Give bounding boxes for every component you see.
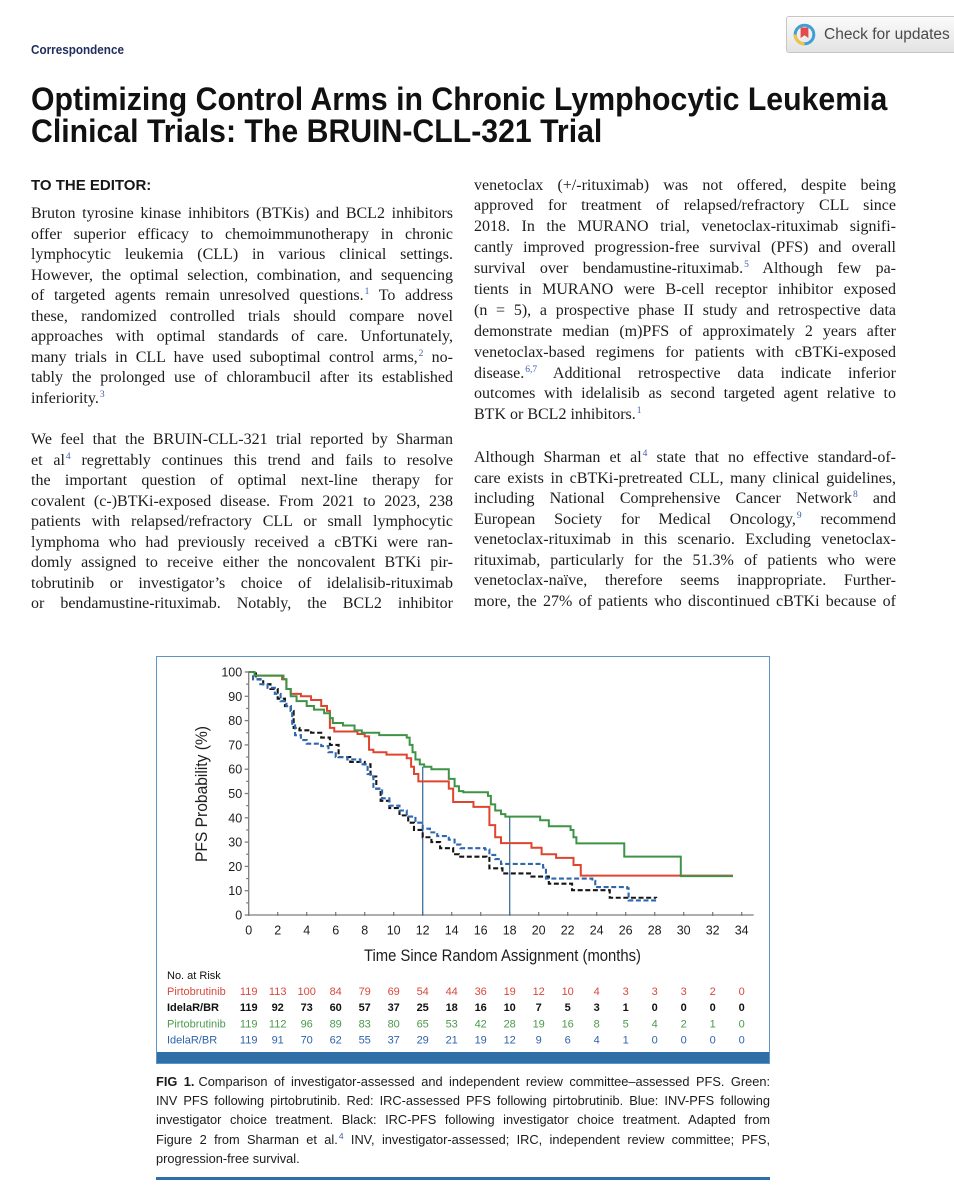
y-tick-label: 0 [234,908,242,922]
x-tick-label: 20 [531,923,546,937]
text-line: venetoclax (+/-rituximab) was not offered, despite being [474,176,896,194]
risk-count: 65 [416,1017,429,1030]
risk-count: 53 [445,1017,458,1030]
risk-count: 0 [738,1034,745,1047]
text-line: progression-free survival. [156,1150,300,1166]
text-line: disease.$^{6,7}$ Additional retrospective data indicate inferior [474,364,896,382]
x-tick-label: 10 [386,923,401,937]
risk-count: 0 [709,1001,716,1014]
text-line: outcomes with idelalisib as second targeted agent relative to [474,385,896,403]
text-line: lymphocytic leukemia (CLL) in various clinical settings. [31,246,453,263]
risk-count: 2 [709,985,716,998]
risk-row-label: Pirtobrutinib [166,985,226,998]
text-line: more, the 27% of patients who discontinued cBTKi because of [474,592,896,610]
risk-count: 21 [445,1034,458,1047]
risk-count: 42 [474,1017,487,1030]
km-curve-irc-pfs-pirtobrutinib [248,672,732,876]
km-chart [156,656,770,1064]
risk-count: 119 [239,1017,257,1030]
risk-count: 0 [651,1034,658,1047]
text-line: patients with relapsed/refractory CLL or small lymphocytic [31,513,453,530]
y-tick-label: 100 [220,665,242,679]
risk-row-label: Pirtobrutinib [166,1017,226,1030]
risk-count: 96 [300,1017,313,1030]
text-line: Although Sharman et al$^4$ state that no effective standard-of- [474,449,896,466]
check-for-updates-label: Check for updates [824,26,950,43]
risk-count: 54 [416,985,429,998]
text-line: tably the prolonged use of chlorambucil after its established [31,369,453,386]
risk-count: 12 [503,1034,516,1047]
text-line: the important question of optimal next-line therapy for [31,472,453,489]
risk-count: 113 [268,985,286,998]
risk-count: 5 [622,1017,629,1030]
body-paragraph [474,448,896,612]
caption-rule [156,1177,770,1180]
x-tick-label: 24 [589,923,604,937]
risk-count: 3 [651,985,658,998]
citation-link[interactable]: 4 [65,451,71,462]
text-line: approaches with optimal standards of care. Unfortunately, [31,328,453,345]
risk-row [167,986,745,998]
text-line: investigator choice treatment. Black: IRC-PFS following investigator choice treatment. Adapted from [156,1112,770,1128]
risk-count: 0 [651,1001,658,1014]
risk-count: 0 [680,1001,687,1014]
risk-count: 16 [561,1017,574,1030]
text-line: approved for treatment of relapsed/refractory CLL since [474,197,896,215]
risk-row [167,1034,745,1046]
risk-count: 12 [532,985,545,998]
risk-count: 6 [564,1034,571,1047]
citation-link[interactable]: 3 [99,389,105,400]
risk-count: 80 [387,1017,400,1030]
y-tick-label: 50 [227,786,242,801]
text-line: these, randomized controlled trials should compare novel [31,307,453,325]
text-line: of targeted agents remain unresolved questions.$^1$ To address [31,287,453,304]
y-axis-title: PFS Probability (%) [192,717,211,862]
risk-count: 73 [300,1001,313,1014]
text-line: (n = 5), a prospective phase II study and retrospective data [474,301,896,319]
risk-count: 3 [593,1001,600,1014]
risk-count: 10 [561,985,574,998]
text-line: FIG 1. Comparison of investigator-assessed and independent review committee–assessed PFS. Green: [156,1074,770,1089]
citation-link[interactable]: 6,7 [525,364,538,375]
x-tick-label: 30 [676,923,691,937]
citation-link[interactable]: 8 [852,490,858,500]
y-tick-label: 90 [227,689,242,704]
risk-count: 5 [564,1001,571,1014]
text-line: venetoclax-rituximab in this scenario. Excluding venetoclax- [474,531,896,548]
risk-row [167,1002,745,1014]
text-line: rituximab, particularly for the 51.3% of patients who were [474,551,896,569]
x-tick-label: 32 [705,923,720,937]
x-tick-label: 6 [331,923,339,937]
article-title-line: Optimizing Control Arms in Chronic Lymphocytic Leukemia [31,81,888,117]
risk-count: 0 [738,1017,745,1030]
citation-link[interactable]: 4 [338,1130,344,1141]
risk-count: 25 [416,1001,429,1014]
risk-count: 37 [387,1001,400,1014]
risk-count: 119 [239,1034,257,1047]
text-line: venetoclax-naïve, therefore seems inappropriate. Further- [474,572,896,589]
risk-count: 112 [268,1017,286,1030]
risk-count: 10 [503,1001,516,1014]
x-tick-label: 0 [244,923,252,937]
risk-count: 119 [239,1001,258,1014]
text-line: many trials in CLL have used suboptimal control arms,$^2$ no- [31,348,453,366]
risk-count: 0 [709,1034,716,1047]
risk-count: 92 [271,1001,284,1014]
risk-count: 36 [474,985,487,998]
text-line: survival over bendamustine-rituximab.$^5$ Although few pa- [474,260,896,278]
x-tick-label: 26 [618,923,633,937]
x-tick-label: 4 [302,923,310,937]
text-line: European Society for Medical Oncology,$^9$ recommend [474,510,897,528]
text-line: including National Comprehensive Cancer Network$^8$ and [474,490,896,507]
y-tick-label: 80 [227,713,242,728]
risk-count: 8 [593,1017,600,1030]
risk-count: 57 [358,1001,371,1014]
risk-count: 3 [622,985,629,998]
text-line: cantly improved progression-free survival (PFS) and overall [474,239,896,257]
section-label: Correspondence [31,42,124,57]
text-line: offer superior efficacy to chemoimmunotherapy in chronic [31,225,453,243]
risk-count: 9 [535,1034,542,1047]
risk-count: 84 [329,985,342,998]
risk-count: 4 [593,1034,600,1047]
text-line: However, the optimal selection, combination, and sequencing [31,266,453,284]
y-tick-label: 10 [227,883,242,898]
risk-count: 2 [680,1017,687,1030]
text-column-left [31,0,453,640]
citation-link[interactable]: 4 [642,449,648,459]
article-title-line: Clinical Trials: The BRUIN-CLL-321 Trial [31,113,603,149]
text-line: or bendamustine-rituximab. Notably, the BCL2 inhibitor [31,595,453,612]
body-paragraph [474,176,896,427]
y-tick-label: 70 [227,737,242,752]
risk-row [167,1018,745,1030]
body-paragraph [31,204,453,409]
risk-count: 28 [503,1017,516,1030]
x-tick-label: 16 [473,923,488,937]
text-line: et al$^4$ regrettably continues this trend and fails to resolve [31,451,454,469]
risk-count: 4 [651,1017,658,1030]
risk-count: 19 [503,985,516,998]
risk-count: 18 [445,1001,458,1014]
text-line: domly assigned to receive either the noncovalent BTKi pir- [31,554,453,571]
x-tick-label: 12 [415,923,430,937]
km-curves [248,672,732,900]
risk-count: 70 [300,1034,313,1047]
x-tick-label: 2 [273,923,281,937]
risk-count: 91 [271,1034,284,1047]
y-tick-label: 20 [227,859,242,874]
risk-table-title: No. at Risk [166,969,221,982]
text-column-right [474,0,896,640]
body-paragraph [31,430,453,615]
risk-table [167,970,745,1047]
figure-caption [156,1072,770,1168]
risk-count: 16 [474,1001,487,1014]
y-tick-label: 40 [227,810,242,825]
text-line: 2018. In the MURANO trial, venetoclax-rituximab signifi- [474,218,896,236]
risk-count: 19 [532,1017,545,1030]
risk-count: 37 [387,1034,400,1047]
citation-link[interactable]: 1 [364,287,370,297]
risk-count: 44 [445,985,458,998]
risk-count: 4 [593,985,600,998]
risk-count: 119 [239,985,257,998]
x-tick-label: 14 [444,923,459,937]
text-line: demonstrate median (m)PFS of approximately 2 years after [474,322,896,340]
risk-count: 89 [329,1017,342,1030]
text-line: Figure 2 from Sharman et al.$^4$ INV, investigator-assessed; IRC, independent review committee; PFS, [156,1130,771,1147]
risk-row-label: IdelaR/BR [166,1001,219,1014]
figure-label: FIG 1. [156,1074,195,1089]
y-tick-label: 30 [227,835,242,850]
text-line: inferiority.$^3$ [31,389,105,407]
risk-count: 1 [622,1034,629,1047]
risk-count: 1 [709,1017,716,1030]
y-tick-label: 60 [227,762,242,777]
risk-count: 62 [329,1034,342,1047]
text-line: We feel that the BRUIN-CLL-321 trial reported by Sharman [31,431,453,448]
citation-link[interactable]: 5 [744,260,749,271]
risk-count: 55 [358,1034,371,1047]
risk-count: 29 [416,1034,429,1047]
risk-count: 0 [738,985,745,998]
risk-count: 100 [297,985,316,998]
x-tick-label: 18 [502,923,517,937]
risk-count: 60 [329,1001,342,1014]
risk-count: 0 [680,1034,687,1047]
chart-axes [221,665,753,937]
text-line: covalent (c-)BTKi-exposed disease. From 2021 to 2023, 238 [31,492,453,510]
citation-link[interactable]: 1 [636,406,642,417]
figure-1 [156,656,770,1064]
salutation-heading: TO THE EDITOR: [31,177,152,194]
text-line: lymphoma who had previously received a cBTKi were ran- [31,533,453,551]
x-tick-label: 8 [360,923,368,937]
x-axis-title: Time Since Random Assignment (months) [363,946,641,965]
risk-count: 19 [474,1034,487,1047]
risk-count: 3 [680,985,687,998]
text-line: tobrutinib or investigator’s choice of idelalisib-rituximab [31,574,453,592]
risk-row-label: IdelaR/BR [166,1034,217,1047]
x-tick-label: 34 [734,923,749,937]
risk-count: 83 [358,1017,371,1030]
text-line: Bruton tyrosine kinase inhibitors (BTKis) and BCL2 inhibitors [31,205,453,222]
citation-link[interactable]: 9 [796,510,802,521]
risk-count: 79 [358,985,371,998]
figure-bottom-bar [157,1052,769,1063]
text-line: care exists in cBTKi-pretreated CLL, many clinical guidelines, [474,469,896,487]
text-line: BTK or BCL2 inhibitors.$^1$ [474,406,642,424]
text-line: tients in MURANO were B-cell receptor inhibitor exposed [474,280,896,298]
citation-link[interactable]: 2 [418,348,424,359]
risk-count: 1 [622,1001,629,1014]
x-tick-label: 28 [647,923,662,937]
risk-count: 69 [387,985,400,998]
text-line: INV PFS following pirtobrutinib. Red: IRC-assessed PFS following pirtobrutinib. Blue: INV-PFS following [156,1093,770,1109]
risk-count: 0 [738,1001,745,1014]
risk-count: 7 [535,1001,542,1014]
x-tick-label: 22 [560,923,575,937]
text-line: venetoclax-based regimens for patients with cBTKi-exposed [474,343,896,361]
